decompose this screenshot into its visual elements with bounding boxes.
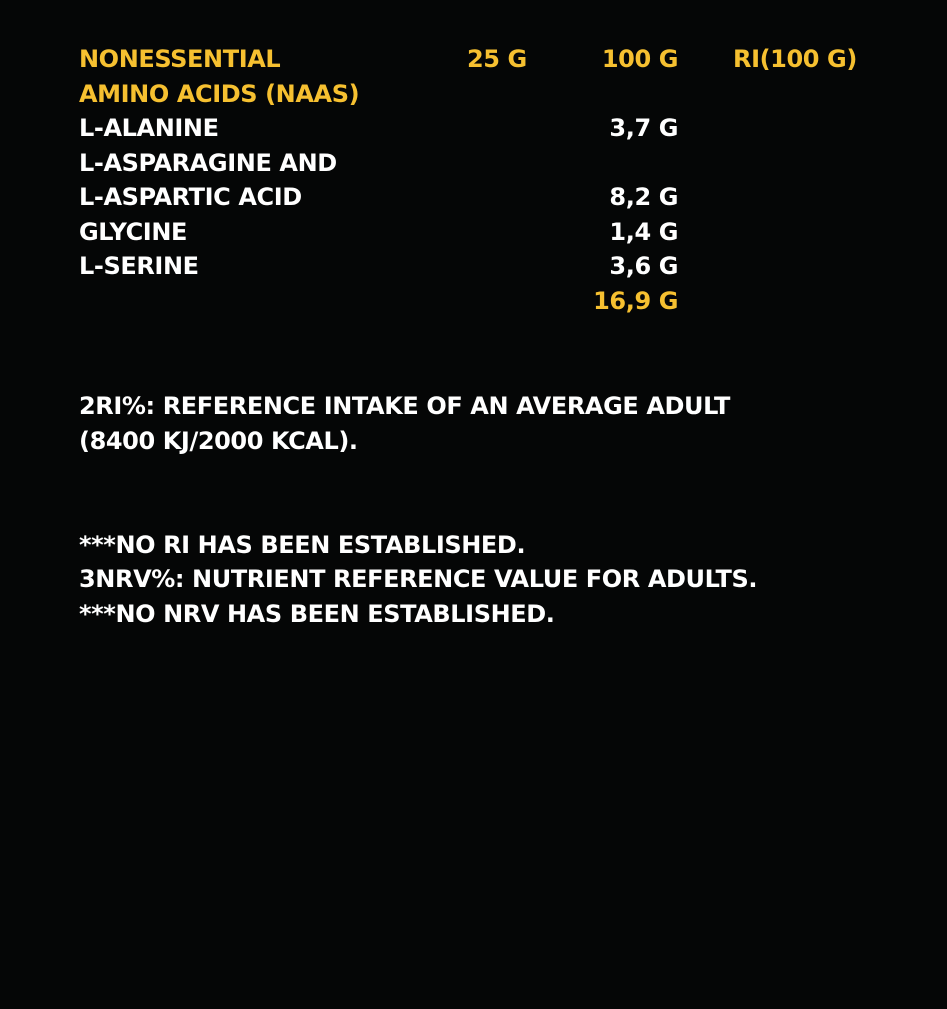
row-label-aspartic-acid: L-ASPARTIC ACID bbox=[79, 183, 302, 211]
footnote-no-nrv: ***NO NRV HAS BEEN ESTABLISHED. bbox=[79, 600, 555, 628]
header-col-100g: 100 G bbox=[601, 45, 678, 73]
total-value: 16,9 G bbox=[593, 287, 678, 315]
row-label-alanine: L-ALANINE bbox=[79, 114, 219, 142]
row-label-glycine: GLYCINE bbox=[79, 218, 188, 246]
row-value-serine: 3,6 G bbox=[609, 252, 678, 280]
header-col-ri: RI(100 G) bbox=[733, 45, 857, 73]
row-label-serine: L-SERINE bbox=[79, 252, 199, 280]
row-value-glycine: 1,4 G bbox=[609, 218, 678, 246]
row-value-aspartic-acid: 8,2 G bbox=[609, 183, 678, 211]
row-label-asparagine: L-ASPARAGINE AND bbox=[79, 149, 337, 177]
footnote-no-ri: ***NO RI HAS BEEN ESTABLISHED. bbox=[79, 531, 526, 559]
footnote-ri-line1: 2RI%: REFERENCE INTAKE OF AN AVERAGE ADULT bbox=[79, 392, 731, 420]
row-value-alanine: 3,7 G bbox=[609, 114, 678, 142]
footnote-nrv: 3NRV%: NUTRIENT REFERENCE VALUE FOR ADULTS. bbox=[79, 565, 758, 593]
header-title-line1: NONESSENTIAL bbox=[79, 45, 281, 73]
footnote-ri-line2: (8400 KJ/2000 KCAL). bbox=[79, 427, 358, 455]
header-col-25g: 25 G bbox=[467, 45, 527, 73]
header-title-line2: AMINO ACIDS (NAAS) bbox=[79, 80, 360, 108]
